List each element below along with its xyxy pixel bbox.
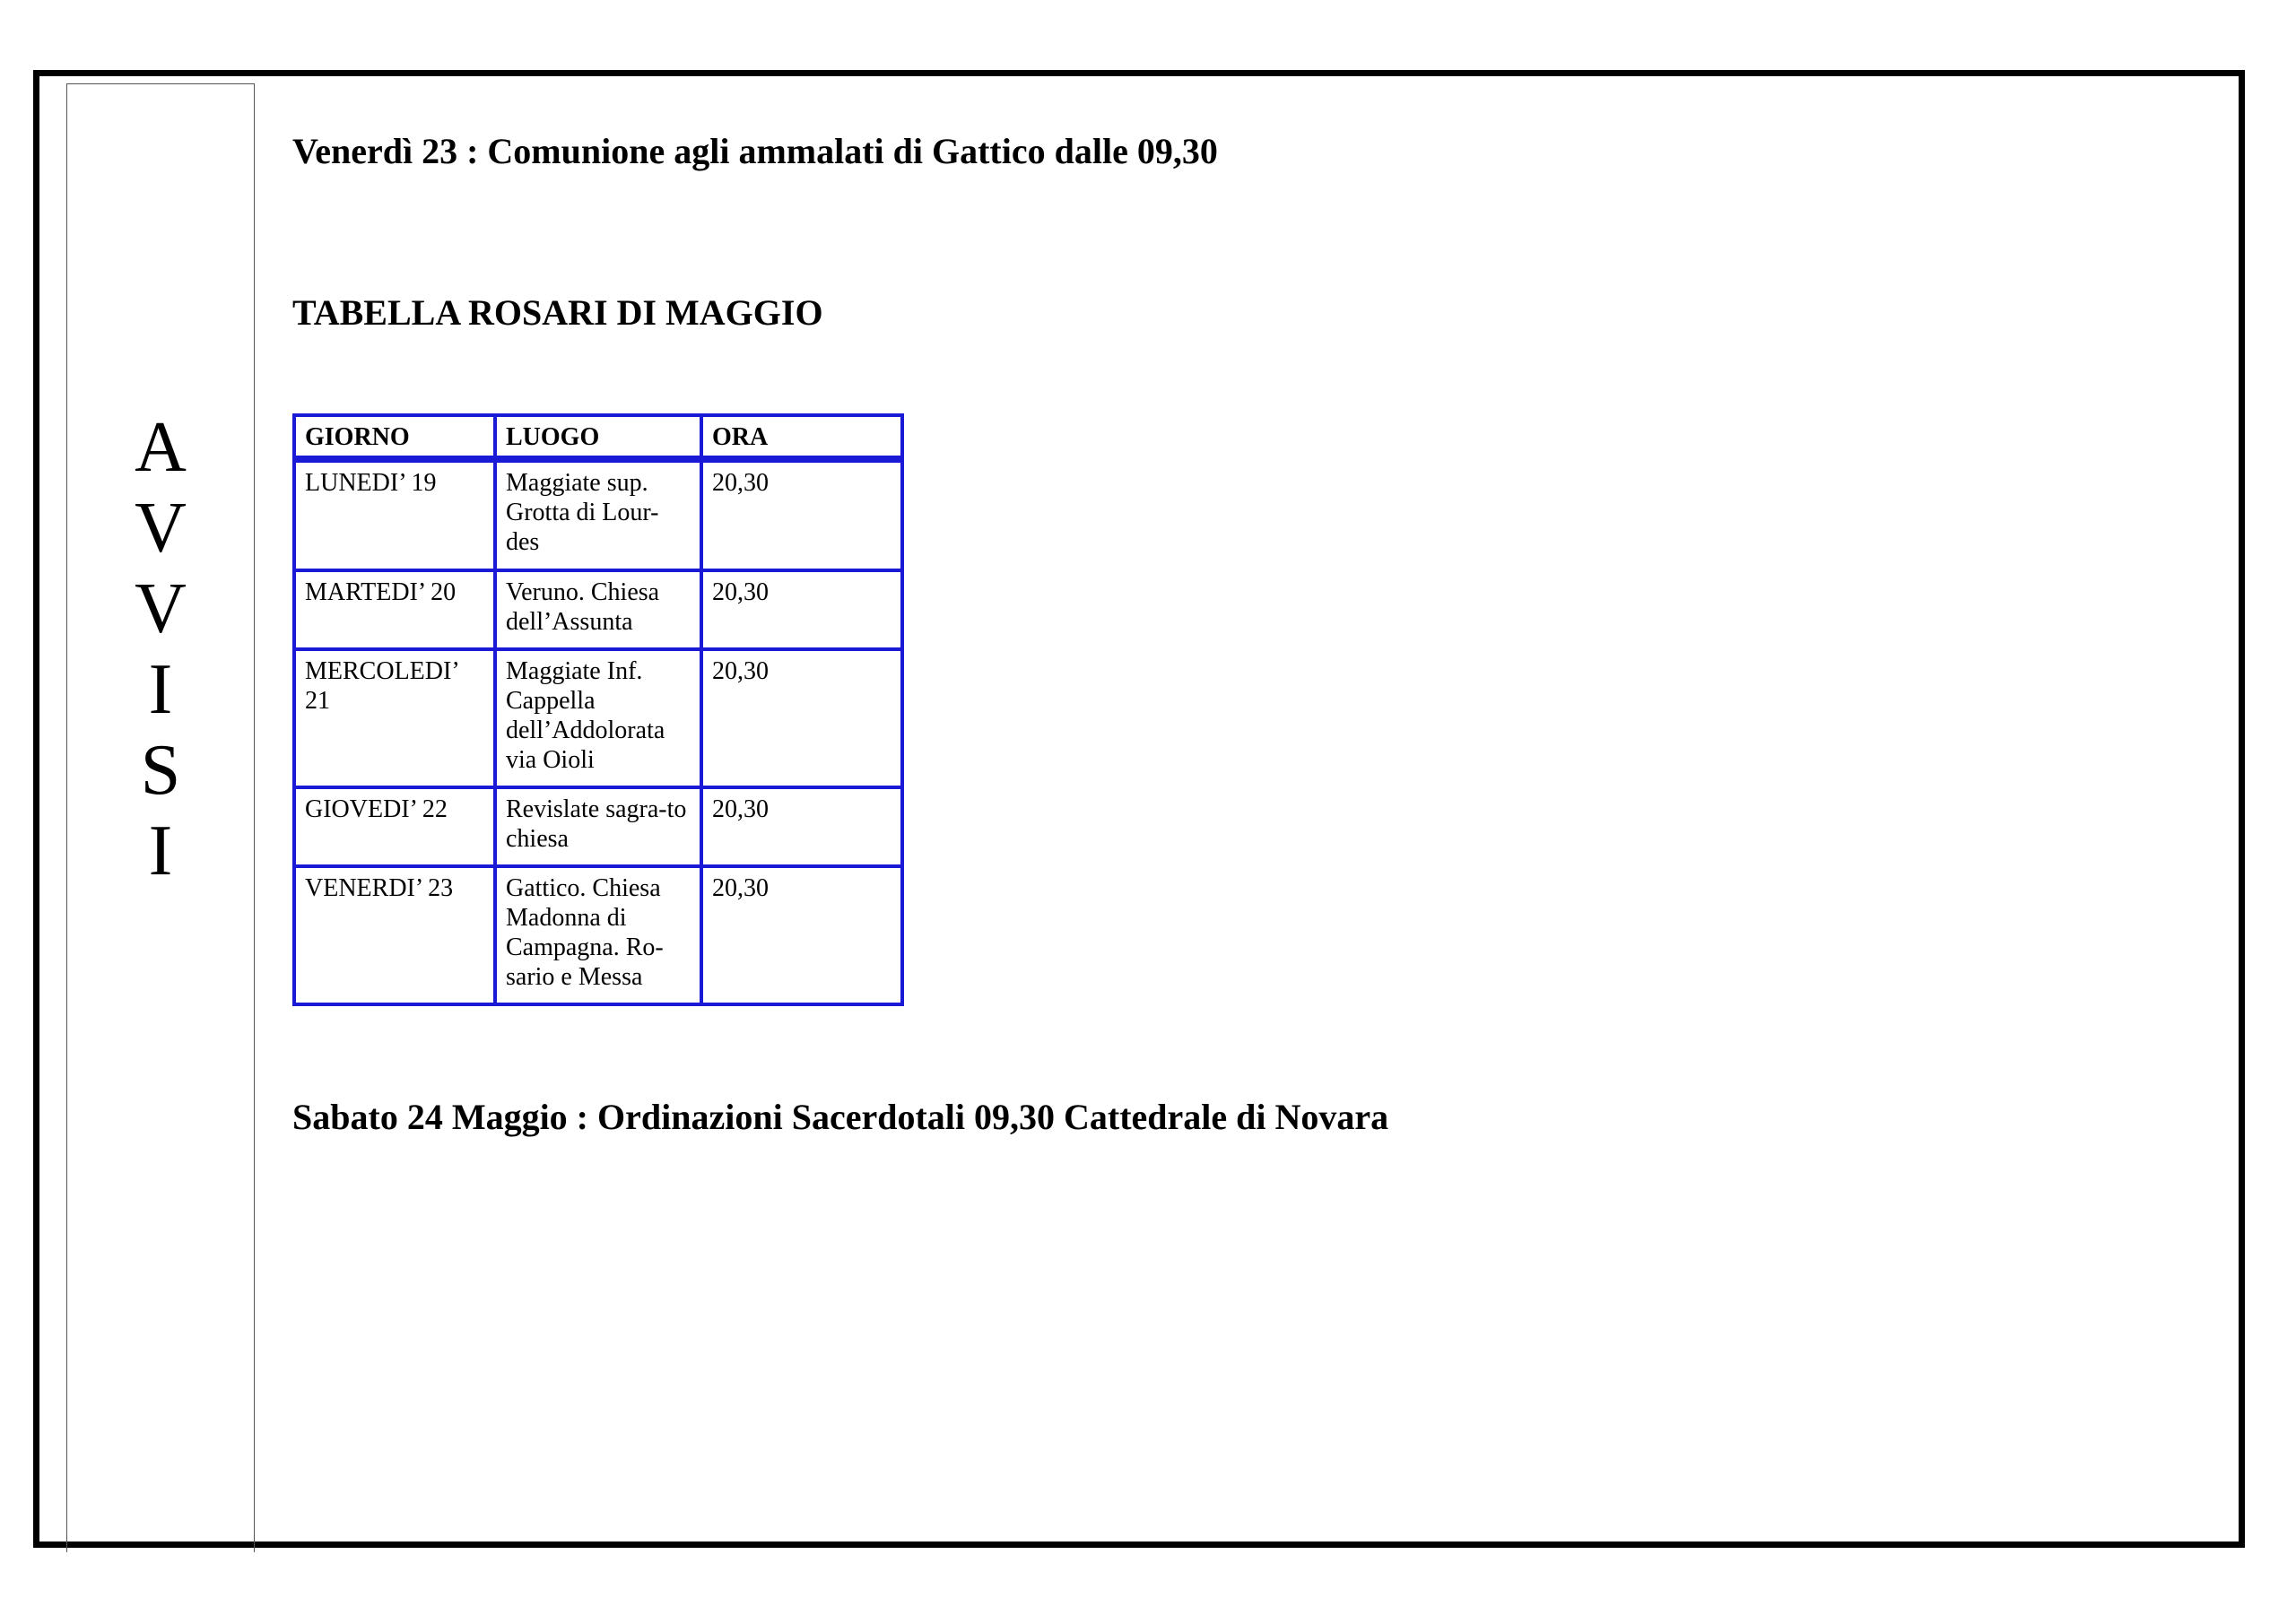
table-row xyxy=(294,866,902,1004)
cell-luogo: Gattico. Chiesa Madonna di Campagna. Ro-sario e Messa xyxy=(495,866,701,1004)
table-title: TABELLA ROSARI DI MAGGIO xyxy=(292,292,823,333)
cell-luogo: Revislate sagra-to chiesa xyxy=(495,787,701,866)
cell-giorno: VENERDI’ 23 xyxy=(294,866,495,1004)
table-row xyxy=(294,649,902,787)
table-header-row xyxy=(294,415,902,459)
cell-ora: 20,30 xyxy=(701,866,902,1004)
header-giorno: GIORNO xyxy=(294,415,495,459)
cell-luogo: Maggiate sup. Grotta di Lour-des xyxy=(495,459,701,570)
cell-giorno: GIOVEDI’ 22 xyxy=(294,787,495,866)
cell-ora: 20,30 xyxy=(701,787,902,866)
side-letter: A xyxy=(135,408,187,487)
side-letter: S xyxy=(140,731,181,810)
side-label-avvisi xyxy=(67,407,254,891)
cell-ora: 20,30 xyxy=(701,570,902,649)
rosari-table xyxy=(292,413,904,1006)
side-column xyxy=(66,83,255,1552)
cell-luogo: Maggiate Inf. Cappella dell’Addolorata via Oioli xyxy=(495,649,701,787)
notice-ordinations: Sabato 24 Maggio : Ordinazioni Sacerdotali 09,30 Cattedrale di Novara xyxy=(292,1097,1389,1137)
header-luogo: LUOGO xyxy=(495,415,701,459)
cell-ora: 20,30 xyxy=(701,649,902,787)
header-ora: ORA xyxy=(701,415,902,459)
table-row xyxy=(294,570,902,649)
side-letter: V xyxy=(135,489,187,568)
side-letter: I xyxy=(148,812,173,890)
notice-communion: Venerdì 23 : Comunione agli ammalati di Gattico dalle 09,30 xyxy=(292,131,1218,171)
table-row xyxy=(294,459,902,570)
table-row xyxy=(294,787,902,866)
cell-luogo: Veruno. Chiesa dell’Assunta xyxy=(495,570,701,649)
side-letter: I xyxy=(148,650,173,729)
cell-ora: 20,30 xyxy=(701,459,902,570)
page-frame xyxy=(33,70,2245,1548)
cell-giorno: LUNEDI’ 19 xyxy=(294,459,495,570)
content-area xyxy=(292,76,2239,1541)
cell-giorno: MARTEDI’ 20 xyxy=(294,570,495,649)
cell-giorno: MERCOLEDI’ 21 xyxy=(294,649,495,787)
side-letter: V xyxy=(135,569,187,648)
